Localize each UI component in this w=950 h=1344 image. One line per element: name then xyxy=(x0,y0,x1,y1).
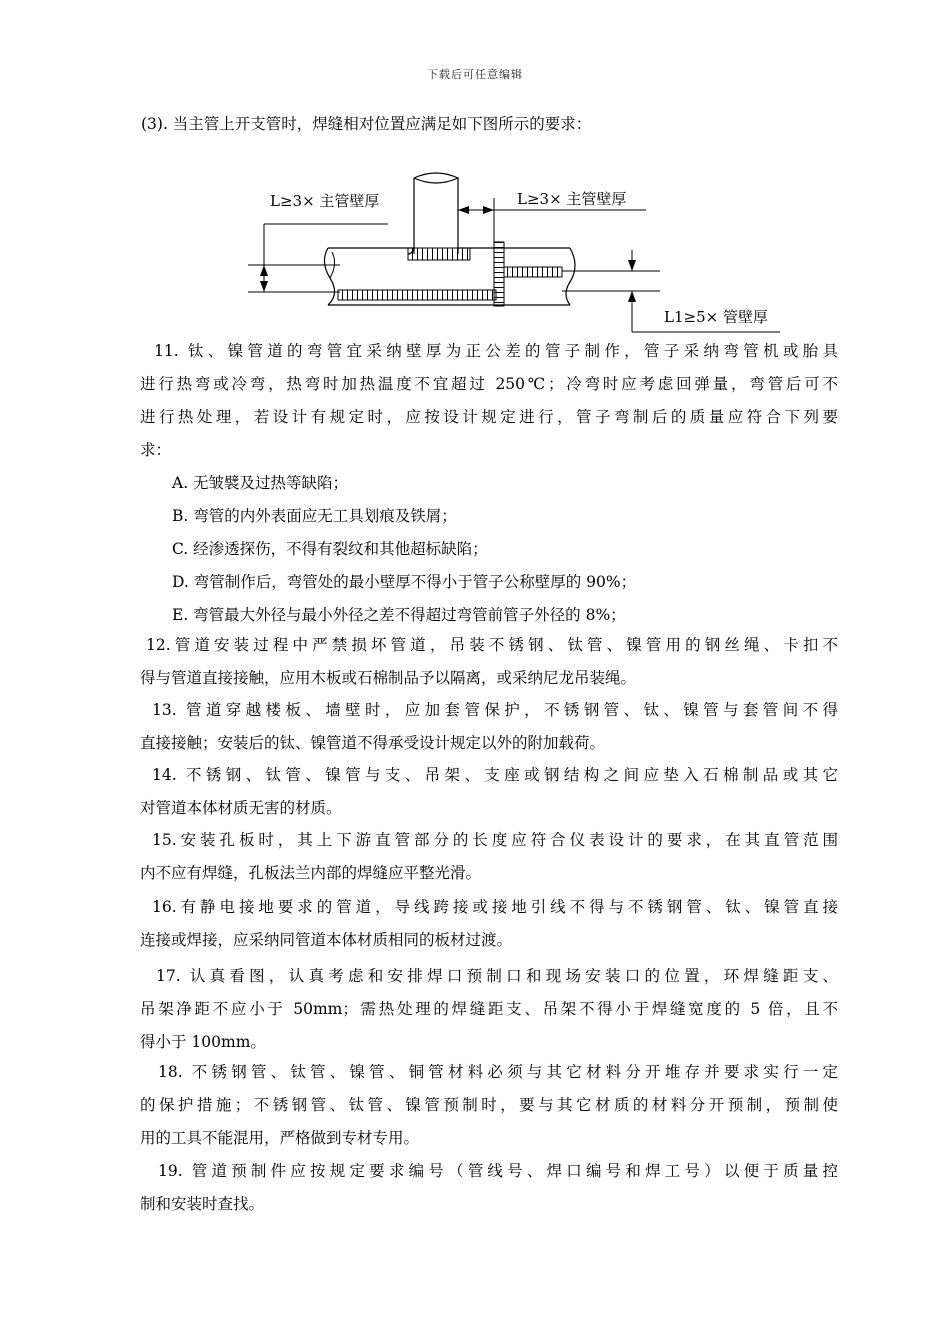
text-line: 用的工具不能混用，严格做到专材专用。 xyxy=(140,1129,420,1147)
paragraph-19 xyxy=(140,1155,838,1221)
intro-line: (3). 当主管上开支管时，焊缝相对位置应满足如下图所示的要求： xyxy=(141,115,592,133)
page-header: 下载后可任意编辑 xyxy=(427,68,523,81)
text-line: 16.有静电接地要求的管道，导线跨接或接地引线不得与不锈钢管、钛、镍管直接 xyxy=(152,898,838,916)
text-line: 连接或焊接，应采纳同管道本体材质相同的板材过渡。 xyxy=(140,931,513,949)
text-line: 11. 钛、镍管道的弯管宜采纳壁厚为正公差的管子制作，管子采纳弯管机或胎具 xyxy=(154,342,838,360)
text-line: 得与管道直接接触，应用木板或石棉制品予以隔离，或采纳尼龙吊装绳。 xyxy=(140,669,637,687)
text-line: 13. 管道穿越楼板、墙壁时，应加套管保护，不锈钢管、钛、镍管与套管间不得 xyxy=(152,701,838,719)
paragraph-12 xyxy=(140,629,838,695)
paragraph-13 xyxy=(140,694,838,760)
paragraph-17 xyxy=(140,960,838,1059)
paragraph-14 xyxy=(140,759,838,825)
figure-label-bottom: L1≥5× 管壁厚 xyxy=(664,308,768,326)
list-item: D. 弯管制作后，弯管处的最小壁厚不得小于管子公称壁厚的 90%； xyxy=(172,573,637,591)
paragraph-16 xyxy=(140,891,838,957)
paragraph-11 xyxy=(140,335,838,467)
text-line: 进行热弯或冷弯，热弯时加热温度不宜超过 250℃；冷弯时应考虑回弹量，弯管后可不 xyxy=(140,375,838,393)
text-line: 15.安装孔板时，其上下游直管部分的长度应符合仪表设计的要求，在其直管范围 xyxy=(152,831,838,849)
text-line: 的保护措施；不锈钢管、钛管、镍管预制时，要与其它材质的材料分开预制，预制使 xyxy=(140,1096,838,1114)
paragraph-15 xyxy=(140,824,838,890)
text-line: 14. 不锈钢、钛管、镍管与支、吊架、支座或钢结构之间应垫入石棉制品或其它 xyxy=(152,766,838,784)
figure-label-left: L≥3× 主管壁厚 xyxy=(270,192,380,210)
text-line: 对管道本体材质无害的材质。 xyxy=(140,799,342,817)
text-line: 吊架净距不应小于 50mm；需热处理的焊缝距支、吊架不得小于焊缝宽度的 5 倍，且不 xyxy=(140,1000,838,1018)
text-line: 17. 认真看图，认真考虑和安排焊口预制口和现场安装口的位置，环焊缝距支、 xyxy=(156,967,838,985)
sub-item-list xyxy=(172,467,812,632)
text-line: 直接接触；安装后的钛、镍管道不得承受设计规定以外的附加载荷。 xyxy=(140,734,606,752)
text-line: 制和安装时查找。 xyxy=(140,1195,265,1213)
text-line: 内不应有焊缝，孔板法兰内部的焊缝应平整光滑。 xyxy=(140,864,482,882)
text-line: 18. 不锈钢管、钛管、镍管、铜管材料必须与其它材料分开堆存并要求实行一定 xyxy=(158,1063,838,1081)
text-line: 进行热处理，若设计有规定时，应按设计规定进行，管子弯制后的质量应符合下列要 xyxy=(140,408,838,426)
list-item: C. 经渗透探伤，不得有裂纹和其他超标缺陷； xyxy=(172,540,488,558)
figure-label-right: L≥3× 主管壁厚 xyxy=(517,190,627,208)
paragraph-18 xyxy=(140,1056,838,1155)
text-line: 12.管道安装过程中严禁损坏管道，吊装不锈钢、钛管、镍管用的钢丝绳、卡扣不 xyxy=(146,636,838,654)
text-line: 19. 管道预制件应按规定要求编号（管线号、焊口编号和焊工号）以便于质量控 xyxy=(158,1162,838,1180)
list-item: E. 弯管最大外径与最小外径之差不得超过弯管前管子外径的 8%； xyxy=(172,606,626,624)
list-item: A. 无皱襞及过热等缺陷； xyxy=(172,474,349,492)
list-item: B. 弯管的内外表面应无工具划痕及铁屑； xyxy=(172,507,457,525)
text-line: 得小于 100mm。 xyxy=(140,1033,266,1051)
text-line: 求： xyxy=(140,441,172,459)
